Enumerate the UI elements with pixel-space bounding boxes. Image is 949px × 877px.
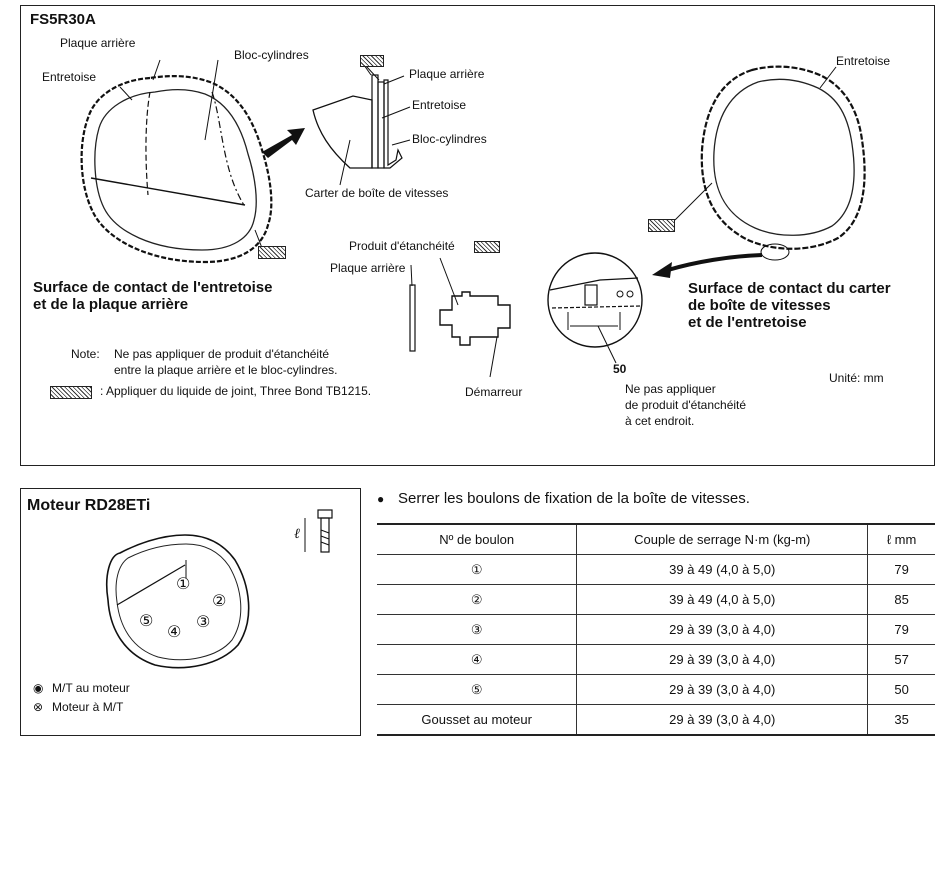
- table-row: [377, 675, 935, 705]
- label-carter: Carter de boîte de vitesses: [305, 186, 449, 200]
- label-entretoise: Entretoise: [42, 70, 97, 84]
- caption-left-line1: Surface de contact de l'entretoise: [33, 279, 273, 296]
- cell-length: 79: [868, 555, 935, 585]
- left-housing-outline: [82, 76, 272, 262]
- table-header-row: [377, 524, 935, 555]
- label-bloc-cylindres-mid: Bloc-cylindres: [412, 132, 487, 146]
- caption-right-line1: Surface de contact du carter: [688, 280, 891, 297]
- note-prefix: Note:: [71, 347, 100, 361]
- caption-right-line3: et de l'entretoise: [688, 314, 807, 331]
- bolt-number-5: ⑤: [139, 613, 154, 630]
- legend-symbol-moteur-mt: ⊗: [33, 700, 44, 714]
- cell-bolt: ⑤: [377, 675, 577, 705]
- note-line2: entre la plaque arrière et le bloc-cylindres.: [114, 363, 338, 377]
- sealant-hatch-right: [648, 219, 675, 232]
- legend-sealant-text: : Appliquer du liquide de joint, Three Bond TB1215.: [100, 384, 372, 398]
- unit-label: Unité: mm: [829, 371, 884, 385]
- figure-title: FS5R30A: [30, 11, 96, 28]
- bolt-number-1: ①: [176, 576, 191, 593]
- bolt-number-2: ②: [212, 593, 227, 610]
- header-torque: Couple de serrage N·m (kg-m): [577, 524, 868, 555]
- right-housing-inner: [714, 79, 854, 235]
- no-sealant-line1: Ne pas appliquer: [625, 382, 716, 396]
- label-demarreur: Démarreur: [465, 385, 523, 399]
- cell-bolt: ①: [377, 555, 577, 585]
- bolt-number-4: ④: [167, 624, 182, 641]
- bolt-length-symbol: ℓ: [294, 527, 300, 542]
- caption-left-line2: et de la plaque arrière: [33, 296, 189, 313]
- note-line1: Ne pas appliquer de produit d'étanchéité: [114, 347, 330, 361]
- cell-length: 35: [868, 705, 935, 736]
- cell-bolt: ②: [377, 585, 577, 615]
- cell-torque: 29 à 39 (3,0 à 4,0): [577, 615, 868, 645]
- cell-torque: 29 à 39 (3,0 à 4,0): [577, 675, 868, 705]
- instruction-bullet: ●: [377, 492, 385, 506]
- torque-table: [377, 523, 935, 736]
- header-bolt-number: Nº de boulon: [377, 524, 577, 555]
- left-housing-inner: [95, 90, 256, 250]
- table-row: [377, 615, 935, 645]
- label-plaque-arriere-low: Plaque arrière: [330, 261, 406, 275]
- cell-bolt: Gousset au moteur: [377, 705, 577, 736]
- figure-rd28eti-frame: [20, 488, 361, 736]
- sealant-hatch-left: [258, 246, 286, 259]
- cell-bolt: ③: [377, 615, 577, 645]
- curved-arrow: [668, 255, 762, 270]
- no-sealant-line2: de produit d'étanchéité: [625, 398, 747, 412]
- sealant-hatch-produit: [474, 241, 500, 253]
- table-row: [377, 645, 935, 675]
- sealant-hatch-legend: [50, 386, 92, 399]
- cell-length: 85: [868, 585, 935, 615]
- cell-bolt: ④: [377, 645, 577, 675]
- legend-text-mt-moteur: M/T au moteur: [52, 681, 130, 695]
- header-length: ℓ mm: [868, 524, 935, 555]
- right-housing-outline: [702, 67, 865, 249]
- dimension-50: 50: [613, 362, 627, 376]
- table-row: [377, 705, 935, 736]
- arrow-right: [262, 128, 305, 158]
- cell-length: 79: [868, 615, 935, 645]
- legend-text-moteur-mt: Moteur à M/T: [52, 700, 124, 714]
- label-entretoise-right: Entretoise: [836, 54, 891, 68]
- table-row: [377, 585, 935, 615]
- legend-symbol-mt-moteur: ◉: [33, 681, 44, 695]
- cell-torque: 39 à 49 (4,0 à 5,0): [577, 585, 868, 615]
- bolt-number-3: ③: [196, 614, 211, 631]
- cell-length: 50: [868, 675, 935, 705]
- caption-right-line2: de boîte de vitesses: [688, 297, 831, 314]
- table-row: [377, 555, 935, 585]
- label-bloc-cylindres: Bloc-cylindres: [234, 48, 309, 62]
- label-plaque-arriere: Plaque arrière: [60, 36, 136, 50]
- fig2-title: Moteur RD28ETi: [27, 497, 151, 514]
- cell-torque: 29 à 39 (3,0 à 4,0): [577, 645, 868, 675]
- instruction-text: Serrer les boulons de fixation de la boîte de vitesses.: [398, 490, 750, 507]
- sealant-hatch-top: [360, 55, 384, 67]
- cell-length: 57: [868, 645, 935, 675]
- starter-body: [440, 292, 510, 345]
- section-carter: [313, 96, 372, 168]
- cell-torque: 39 à 49 (4,0 à 5,0): [577, 555, 868, 585]
- label-entretoise-mid: Entretoise: [412, 98, 467, 112]
- no-sealant-line3: à cet endroit.: [625, 414, 695, 428]
- label-produit: Produit d'étanchéité: [349, 239, 455, 253]
- cell-torque: 29 à 39 (3,0 à 4,0): [577, 705, 868, 736]
- detail-circle: [548, 253, 642, 347]
- label-plaque-arriere-mid: Plaque arrière: [409, 67, 485, 81]
